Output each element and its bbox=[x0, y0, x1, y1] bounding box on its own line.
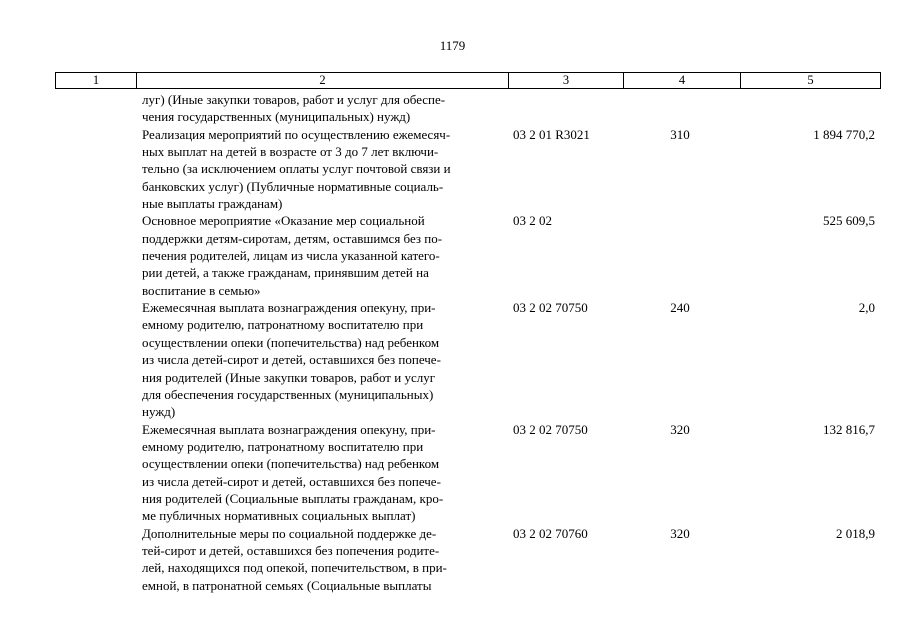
row-description: Ежемесячная выплата вознаграждения опекуну, при- емному родителю, патронатному воспитателю при осуществлении опеки (попечительства) над ребенком из числа детей-сирот и детей, оставшихся без попече- ния родителей (Иные закупки товаров, работ и услуг для обеспечения государственных (муниципальных) нужд) bbox=[142, 300, 441, 420]
row-description: Основное мероприятие «Оказание мер социальной поддержки детям-сиротам, детям, оставшимся без по- печения родителей, лицам из числа указанной катего- рии детей, а также гражданам, принявшим детей на воспитание в семью» bbox=[142, 213, 443, 298]
table-row bbox=[0, 126, 905, 213]
page-number: 1179 bbox=[439, 38, 466, 53]
row-code: 03 2 01 R3021 bbox=[513, 126, 590, 142]
header-col-5: 5 bbox=[807, 73, 814, 87]
row-code: 03 2 02 70750 bbox=[513, 300, 588, 316]
row-amount: 2 018,9 bbox=[836, 525, 875, 541]
table-row bbox=[0, 212, 905, 299]
row-amount: 525 609,5 bbox=[823, 213, 875, 229]
table-row bbox=[0, 421, 905, 525]
row-description: Ежемесячная выплата вознаграждения опекуну, при- емному родителю, патронатному воспитателю при осуществлении опеки (попечительства) над ребенком из числа детей-сирот и детей, оставшихся без попече- ния родителей (Социальные выплаты гражданам, кро- ме публичных нормативных социальных выплат) bbox=[142, 421, 444, 524]
table-row bbox=[0, 299, 905, 420]
row-expense-type: 320 bbox=[670, 525, 690, 541]
table-row bbox=[0, 91, 905, 126]
row-description: луг) (Иные закупки товаров, работ и услуг для обеспе- чения государственных (муниципальных) нужд) bbox=[142, 92, 446, 125]
table-header-row bbox=[55, 72, 881, 89]
header-col-2: 2 bbox=[137, 73, 509, 88]
row-expense-type: 240 bbox=[670, 300, 690, 316]
row-code: 03 2 02 70750 bbox=[513, 421, 588, 437]
header-col-3: 3 bbox=[509, 73, 624, 88]
row-expense-type: 310 bbox=[670, 126, 690, 142]
row-description: Реализация мероприятий по осуществлению ежемесяч- ных выплат на детей в возрасте от 3 до 7 лет включи- тельно (за исключением оплаты услуг почтовой связи и банковских услуг) (Публичные нормативные социаль- ные выплаты гражданам) bbox=[142, 126, 451, 212]
row-amount: 2,0 bbox=[858, 300, 875, 316]
row-code: 03 2 02 70760 bbox=[513, 525, 588, 541]
header-col-1: 1 bbox=[56, 73, 137, 88]
table-body bbox=[0, 91, 905, 594]
table-row bbox=[0, 525, 905, 594]
row-description: Дополнительные меры по социальной поддержке де- тей-сирот и детей, оставшихся без попечения родите- лей, находящихся под опекой, попечительством, в при- емной, в патронатной семьях (Социальные выплаты bbox=[142, 525, 447, 593]
row-amount: 132 816,7 bbox=[823, 421, 875, 437]
row-code: 03 2 02 bbox=[513, 213, 552, 229]
row-expense-type: 320 bbox=[670, 421, 690, 437]
header-col-4: 4 bbox=[624, 73, 741, 88]
row-amount: 1 894 770,2 bbox=[813, 126, 875, 142]
